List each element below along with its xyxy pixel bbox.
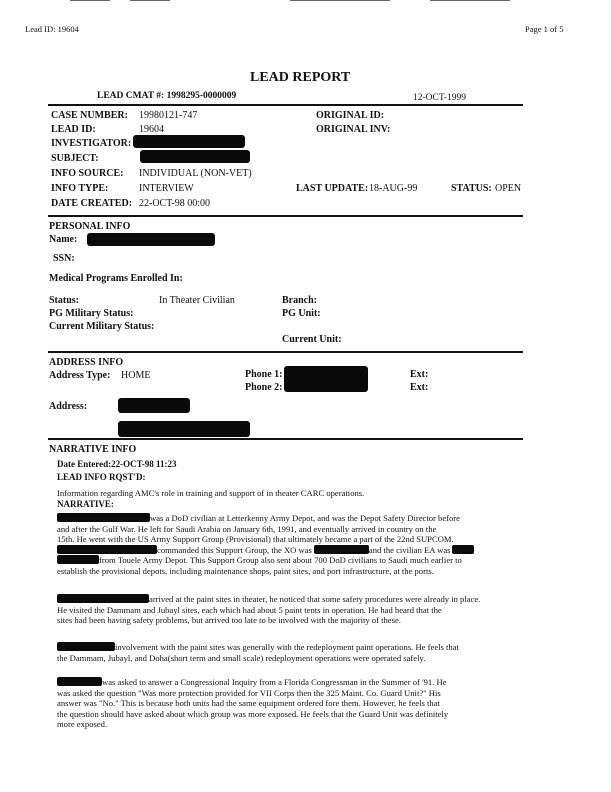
phone2-label: Phone 2: (245, 382, 283, 393)
redaction (57, 545, 157, 554)
ext1-label: Ext: (410, 369, 429, 380)
text-line: 15th. He went with the US Army Support Group (Provisional) that ultimately became a part of the 22nd SUPCOM. (57, 534, 454, 545)
text-line (57, 642, 527, 653)
lead-id-label: LEAD ID: (51, 124, 96, 135)
original-inv-label: ORIGINAL INV: (316, 124, 391, 135)
narrative-heading: NARRATIVE INFO (49, 444, 137, 455)
info-source: INDIVIDUAL (NON-VET) (139, 168, 252, 179)
redaction-phone (284, 366, 368, 392)
text-span: was a DoD civilian at Letterkenny Army Depot, and was the Depot Safety Director before (150, 513, 460, 523)
redaction-address-line1 (118, 398, 190, 413)
text-span: commanded this Support Group, the XO was (157, 544, 312, 555)
personal-status-label: Status: (49, 295, 80, 306)
section-divider (48, 438, 523, 440)
date-created: 22-OCT-98 00:00 (139, 198, 211, 209)
header-lead-id: Lead ID: 19604 (25, 24, 79, 34)
text-span: and the civilian EA was (368, 544, 451, 555)
personal-info-heading: PERSONAL INFO (49, 221, 131, 232)
text-line (57, 555, 527, 566)
text-line: the question should have asked about which group was more exposed. He feels that the Guard Unit was definitely (57, 708, 449, 719)
last-update-label: LAST UPDATE: (296, 183, 369, 194)
original-id-label: ORIGINAL ID: (316, 110, 385, 121)
info-source-label: INFO SOURCE: (51, 168, 124, 179)
text-line: the Dammam, Jubayl, and Doha(short term and small scale) redeployment operations were operated safely. (57, 652, 426, 663)
redaction (452, 545, 474, 554)
scan-line (70, 0, 110, 1)
case-number: 19980121-747 (139, 110, 198, 121)
narrative-paragraph-3 (57, 642, 527, 663)
case-number-label: CASE NUMBER: (51, 110, 128, 121)
text-line: sites had been having safety problems, but arrived too late to be involved with the majority of these. (57, 615, 401, 626)
medical-programs-label: Medical Programs Enrolled In: (49, 273, 183, 284)
pg-unit-label: PG Unit: (282, 308, 321, 319)
header-page-number: Page 1 of 5 (525, 24, 564, 34)
redaction (57, 642, 115, 651)
current-unit-label: Current Unit: (282, 334, 342, 345)
pg-military-status-label: PG Military Status: (49, 308, 134, 319)
scan-line (130, 0, 170, 1)
subject-label: SUBJECT: (51, 153, 99, 164)
page-title: LEAD REPORT (250, 70, 351, 85)
personal-status: In Theater Civilian (159, 295, 235, 306)
investigator-label: INVESTIGATOR: (51, 138, 132, 149)
redaction (57, 555, 99, 564)
redaction (57, 513, 150, 522)
redaction-name (87, 233, 215, 246)
text-span: from Touele Army Depot. This Support Group also sent about 700 DoD civilians to Saudi much earlier to (99, 555, 462, 566)
redaction (314, 545, 369, 554)
date-entered: Date Entered:22-OCT-98 11:23 (57, 459, 177, 469)
text-line: more exposed. (57, 719, 108, 730)
name-label: Name: (49, 234, 78, 245)
lead-info-requested-label: LEAD INFO RQST'D: (57, 472, 146, 482)
address-label: Address: (49, 401, 88, 412)
redaction-subject (140, 150, 250, 163)
text-line: was asked the question "Was more protection provided for VII Corps then the 325 Maint. Co. Guard Unit?" His (57, 687, 441, 698)
info-type-label: INFO TYPE: (51, 183, 109, 194)
lead-id: 19604 (139, 124, 164, 135)
text-line: and after the Gulf War. He left for Saudi Arabia on January 6th, 1991, and eventually arrived in country on the (57, 523, 437, 534)
branch-label: Branch: (282, 295, 317, 306)
redaction (57, 677, 102, 686)
address-type-label: Address Type: (49, 370, 111, 381)
address-info-heading: ADDRESS INFO (49, 357, 124, 368)
text-line: He visited the Dammam and Jubayl sites, each which had about 5 paint tents in operation. He had heard that the (57, 604, 442, 615)
date-created-label: DATE CREATED: (51, 198, 133, 209)
report-date: 12-OCT-1999 (413, 93, 466, 103)
section-divider (48, 351, 523, 353)
info-type: INTERVIEW (139, 183, 194, 194)
section-divider (48, 215, 523, 217)
scan-line (290, 0, 390, 1)
text-line (57, 594, 527, 605)
narrative-label: NARRATIVE: (57, 499, 114, 509)
text-line (57, 545, 527, 556)
narrative-paragraph-1 (57, 513, 527, 577)
ssn-label: SSN: (53, 253, 75, 264)
status-label: STATUS: (451, 183, 492, 194)
text-line: answer was "No." This is because both units had the same equipment ordered fore them. However, he feels that (57, 698, 440, 709)
narrative-paragraph-4 (57, 677, 527, 730)
text-span: involvement with the paint sites was generally with the redeployment paint operations. He feels that (115, 642, 459, 652)
address-type: HOME (121, 370, 151, 381)
redaction (57, 594, 149, 603)
text-span: was asked to answer a Congressional Inquiry from a Florida Congressman in the Summer of '91. He (102, 677, 447, 687)
text-line (57, 677, 527, 688)
scan-line (430, 0, 510, 1)
text-line: establish the provisional depots, including maintenance shops, paint sites, and port infrastructure, at the ports. (57, 565, 434, 576)
text-line (57, 513, 527, 524)
text-span: arrived at the paint sites in theater, he noticed that some safety procedures were already in place. (149, 594, 481, 604)
lead-info-request: Information regarding AMC's role in training and support of in theater CARC operations. (57, 488, 365, 498)
current-military-status-label: Current Military Status: (49, 321, 155, 332)
redaction-investigator (133, 135, 245, 148)
section-divider (48, 104, 523, 106)
lead-cmat: LEAD CMAT #: 1998295-0000009 (97, 91, 237, 101)
redaction-address-line2 (118, 421, 250, 437)
phone1-label: Phone 1: (245, 369, 283, 380)
last-update: 18-AUG-99 (369, 183, 418, 194)
status-value: OPEN (495, 183, 522, 194)
ext2-label: Ext: (410, 382, 429, 393)
narrative-paragraph-2 (57, 594, 527, 626)
